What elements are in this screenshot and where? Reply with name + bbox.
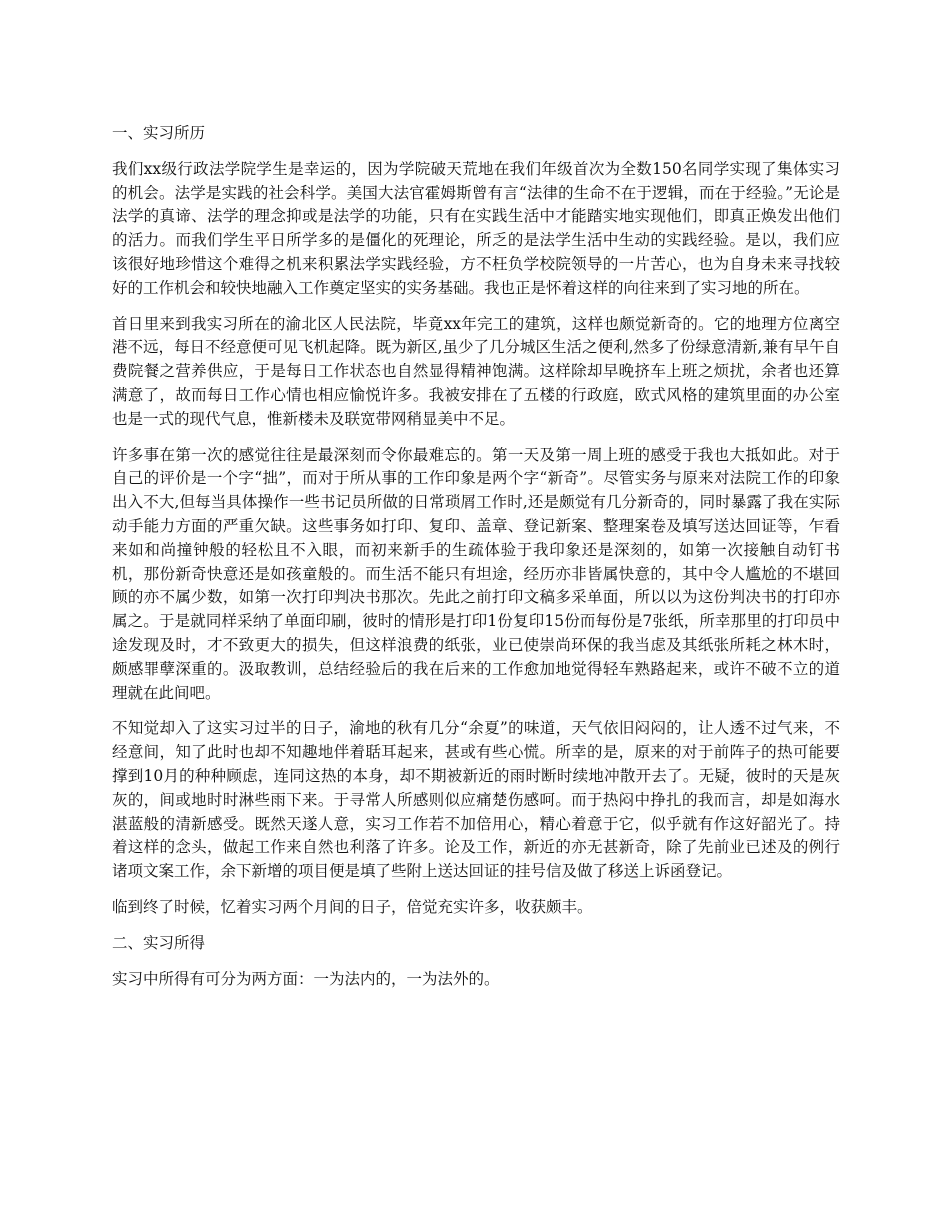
section-heading-1: 一、实习所历: [112, 124, 206, 142]
section-heading-2: 二、实习所得: [112, 933, 206, 952]
paragraph-2: 首日里来到我实习所在的渝北区人民法院，毕竟xx年完工的建筑，这样也颇觉新奇的。它的地理方位离空港不远，每日不经意便可见飞机起降。既为新区,虽少了几分城区生活之便利,然多了份绿意清新,兼有早午自费院餐之营养供应，于是每日工作状态也自然显得精神饱满。这样除却早晚挤车上班之烦扰，余者也还算满意了，故而每日工作心情也相应愉悦许多。我被安排在了五楼的行政庭，欧式风格的建筑里面的办公室也是一式的现代气息，惟新楼未及联宽带网稍显美中不足。: [112, 314, 840, 428]
paragraph-6: 实习中所得有可分为两方面：一为法内的，一为法外的。: [112, 969, 500, 988]
document-page: [112, 122, 840, 1003]
paragraph-3: 许多事在第一次的感觉往往是最深刻而令你最难忘的。第一天及第一周上班的感受于我也大抵如此。对于自己的评价是一个字“拙”，而对于所从事的工作印象是两个字“新奇”。尽管实务与原来对法院工作的印象出入不大,但每当具体操作一些书记员所做的日常琐屑工作时,还是颇觉有几分新奇的，同时暴露了我在实际动手能力方面的严重欠缺。这些事务如打印、复印、盖章、登记新案、整理案卷及填写送达回证等，乍看来如和尚撞钟般的轻松且不入眼，而初来新手的生疏体验于我印象还是深刻的，如第一次接触自动钉书机，那份新奇快意还是如孩童般的。而生活不能只有坦途，经历亦非皆属快意的，其中令人尴尬的不堪回顾的亦不属少数，如第一次打印判决书那次。先此之前打印文稿多采单面，所以以为这份判决书的打印亦属之。于是就同样采纳了单面印刷，彼时的情形是打印1份复印15份而每份是7张纸，所幸那里的打印员中途发现及时，才不致更大的损失，但这样浪费的纸张，业已使崇尚环保的我当虑及其纸张所耗之林木时，颇感罪孽深重的。汲取教训，总结经验后的我在后来的工作愈加地觉得轻车熟路起来，或许不破不立的道理就在此间吧。: [112, 445, 840, 702]
paragraph-1: 我们xx级行政法学院学生是幸运的，因为学院破天荒地在我们年级首次为全数150名同学实现了集体实习的机会。法学是实践的社会科学。美国大法官霍姆斯曾有言“法律的生命不在于逻辑，而在于经验。”无论是法学的真谛、法学的理念抑或是法学的功能，只有在实践生活中才能踏实地实现他们，即真正焕发出他们的活力。而我们学生平日所学多的是僵化的死理论，所乏的是法学生活中生动的实践经验。是以，我们应该很好地珍惜这个难得之机来积累法学实践经验，方不枉负学校院领导的一片苦心，也为自身未来寻找较好的工作机会和较快地融入工作奠定坚实的实务基础。我也正是怀着这样的向往来到了实习地的所在。: [112, 159, 840, 297]
paragraph-5: 临到终了时候，忆着实习两个月间的日子，倍觉充实许多，收获颇丰。: [112, 897, 593, 916]
paragraph-4: 不知觉却入了这实习过半的日子，渝地的秋有几分“余夏”的味道，天气依旧闷闷的，让人透不过气来，不经意间，知了此时也却不知趣地伴着聒耳起来，甚或有些心慌。所幸的是，原来的对于前阵子的热可能要撑到10月的种种顾虑，连同这热的本身，却不期被新近的雨时断时续地冲散开去了。无疑，彼时的天是灰灰的，间或地时时淋些雨下来。于寻常人所感则似应痛楚伤感呵。而于热闷中挣扎的我而言，却是如海水湛蓝般的清新感受。既然天遂人意，实习工作若不加倍用心，精心着意于它，似乎就有作这好韶光了。持着这样的念头，做起工作来自然也利落了许多。论及工作，新近的亦无甚新奇，除了先前业已述及的例行诸项文案工作，余下新增的项目便是填了些附上送达回证的挂号信及做了移送上诉函登记。: [112, 719, 840, 881]
